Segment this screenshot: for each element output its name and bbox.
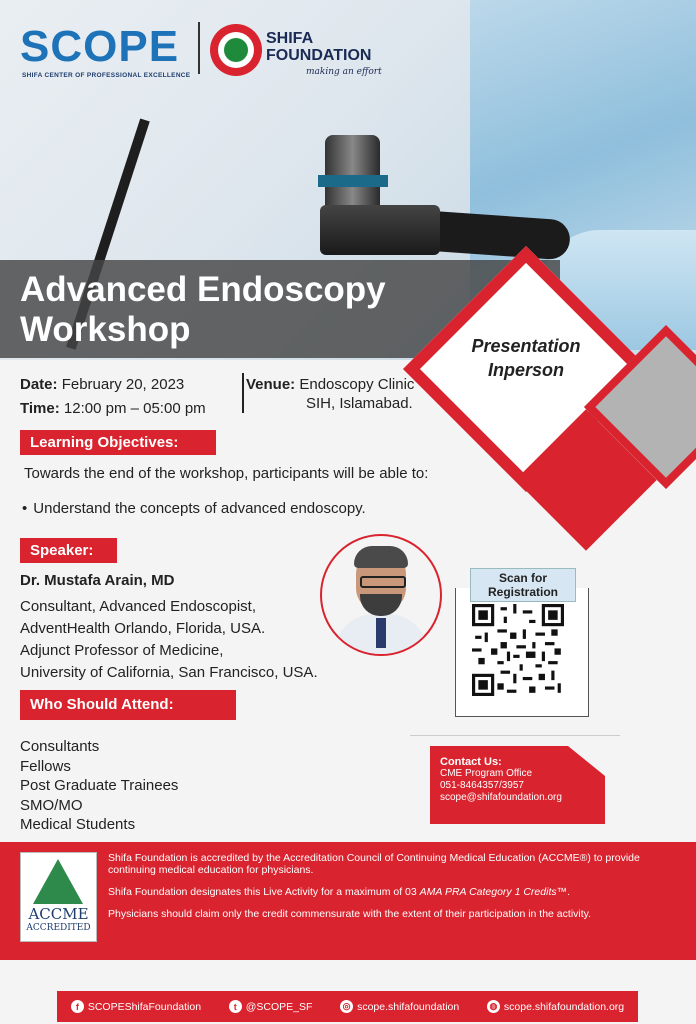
accme-word: ACCME <box>28 905 89 923</box>
speaker-bio <box>20 596 318 684</box>
accme-sub: ACCREDITED <box>26 923 91 933</box>
endoscope-ring <box>318 175 388 187</box>
objectives-intro: Towards the end of the workshop, participants will be able to: <box>24 465 429 482</box>
speaker-line: University of California, San Francisco, USA. <box>20 664 318 681</box>
facebook-link[interactable]: f SCOPEShifaFoundation <box>71 1000 201 1013</box>
contact-phone[interactable]: 051-8464357/3957 <box>440 780 524 791</box>
twitter-link[interactable]: t @SCOPE_SF <box>229 1000 313 1013</box>
speaker-line: Consultant, Advanced Endoscopist, <box>20 598 256 615</box>
objective-item: • Understand the concepts of advanced endoscopy. <box>22 500 366 517</box>
speaker-heading: Speaker: <box>20 538 117 563</box>
registration-qr-code[interactable] <box>472 604 564 696</box>
attendee-item: Medical Students <box>20 816 136 833</box>
page-title: Advanced Endoscopy Workshop <box>20 270 386 349</box>
contact-divider <box>410 735 620 736</box>
scope-logo: SCOPE <box>20 22 180 71</box>
venue-line1: Endoscopy Clinic <box>299 376 415 393</box>
shifa-foundation-logo: SHIFA FOUNDATION <box>266 30 372 64</box>
shifa-emblem-icon <box>210 24 262 76</box>
speaker-name: Dr. Mustafa Arain, MD <box>20 572 175 589</box>
date-value: February 20, 2023 <box>61 376 185 393</box>
time-label: Time: <box>20 400 60 417</box>
accme-badge <box>20 852 97 942</box>
accme-logo-icon <box>33 859 83 904</box>
attend-heading: Who Should Attend: <box>20 690 236 720</box>
social-footer <box>57 991 638 1022</box>
logo-divider <box>198 22 200 74</box>
venue-row <box>246 376 414 393</box>
globe-icon: ◍ <box>487 1000 500 1013</box>
twitter-icon: t <box>229 1000 242 1013</box>
contact-office: CME Program Office <box>440 768 533 779</box>
shifa-motto: making an effort <box>306 67 382 77</box>
time-value: 12:00 pm – 05:00 pm <box>63 400 206 417</box>
speaker-photo <box>320 534 442 656</box>
speaker-line: AdventHealth Orlando, Florida, USA. <box>20 620 266 637</box>
accreditation-p2: Shifa Foundation designates this Live Activity for a maximum of 03 AMA PRA Category 1 Credits™. <box>108 886 571 898</box>
website-link[interactable]: ◍ scope.shifafoundation.org <box>487 1000 624 1013</box>
contact-heading: Contact Us: <box>440 756 502 768</box>
time-row <box>20 400 206 417</box>
attendee-item: Fellows <box>20 757 71 775</box>
objectives-heading: Learning Objectives: <box>20 430 216 455</box>
attendee-item: Consultants <box>20 738 100 755</box>
accreditation-p3: Physicians should claim only the credit commensurate with the extent of their participation in the activity. <box>108 908 592 920</box>
info-divider <box>242 373 244 413</box>
attend-list <box>20 737 178 835</box>
date-row <box>20 376 184 393</box>
accreditation-p1: Shifa Foundation is accredited by the Accreditation Council of Continuing Medical Education (ACCME®) to provide continuing medical education for physicians. <box>108 852 640 876</box>
contact-fold <box>568 746 605 776</box>
attendee-item: Post Graduate Trainees <box>20 777 179 794</box>
venue-line2: SIH, Islamabad. <box>306 395 413 412</box>
speaker-line: Adjunct Professor of Medicine, <box>20 642 224 659</box>
facebook-icon: f <box>71 1000 84 1013</box>
presentation-mode: Presentation Inperson <box>471 336 581 380</box>
instagram-link[interactable]: ◎ scope.shifafoundation <box>340 1000 459 1013</box>
instagram-icon: ◎ <box>340 1000 353 1013</box>
endoscope-handle <box>320 205 440 255</box>
scope-tagline: SHIFA CENTER OF PROFESSIONAL EXCELLENCE <box>22 72 191 79</box>
venue-label: Venue: <box>246 376 296 393</box>
attendee-item: SMO/MO <box>20 796 83 814</box>
date-label: Date: <box>20 376 58 393</box>
accreditation-text <box>108 852 683 930</box>
registration-label: Scan for Registration <box>470 568 576 602</box>
contact-email[interactable]: scope@shifafoundation.org <box>440 792 562 803</box>
